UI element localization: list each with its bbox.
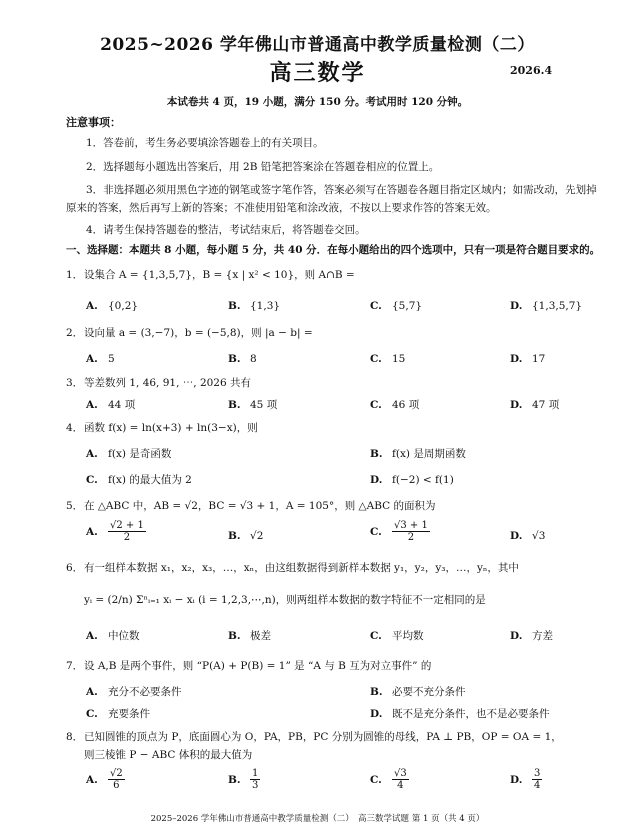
option-label: C.	[370, 353, 382, 365]
question-text: 设 A,B 是两个事件，则 “P(A) + P(B) = 1” 是 “A 与 B 互为对立事件” 的	[84, 660, 432, 672]
exam-title: 2025~2026 学年佛山市普通高中教学质量检测（二）	[100, 35, 535, 55]
option-a	[86, 351, 115, 367]
option-c	[370, 298, 422, 314]
note-item: 2．选择题每小题选出答案后，用 2B 铅笔把答案涂在答题卷相应的位置上。	[86, 161, 440, 173]
note-item: 3．非选择题必须用黑色字迹的钢笔或签字笔作答，答案必须写在答题卷各题目指定区域内；如需改动，先划掉原来的答案，然后再写上新的答案；不准使用铅笔和涂改液，不按以上要求作答的答案无效。	[66, 184, 597, 214]
option-label: C.	[370, 525, 382, 538]
option-c	[370, 628, 424, 644]
numerator: √2 + 1	[110, 520, 144, 531]
option-a	[86, 446, 171, 462]
fraction	[108, 520, 146, 543]
option-label: A.	[86, 353, 98, 365]
option-c	[370, 768, 409, 791]
option-label: D.	[370, 708, 383, 720]
question-3	[66, 375, 611, 391]
option-label: B.	[228, 300, 241, 312]
question-number: 6．	[66, 562, 84, 574]
option-text: √3	[532, 530, 546, 542]
option-text: 46 项	[392, 399, 420, 411]
option-text: 方差	[532, 630, 553, 642]
option-text: {1,3}	[250, 300, 281, 312]
option-text: √2	[250, 530, 264, 542]
option-label: B.	[228, 630, 241, 642]
question-number: 2．	[66, 327, 84, 339]
option-d	[510, 351, 545, 367]
question-number: 1．	[66, 269, 84, 281]
denominator: 2	[407, 532, 415, 543]
question-6	[66, 560, 611, 576]
question-text: 设向量 a = (3,−7)，b = (−5,8)，则 |a − b| =	[84, 327, 313, 339]
fraction	[392, 520, 430, 543]
option-text: 既不是充分条件，也不是必要条件	[392, 708, 550, 720]
fraction	[392, 768, 409, 791]
option-label: A.	[86, 525, 98, 538]
exam-date: 2026.4	[510, 64, 553, 77]
question-number: 8．	[66, 731, 84, 743]
option-a	[86, 684, 182, 700]
numerator: √3	[394, 768, 407, 779]
question-number: 5．	[66, 500, 84, 512]
option-text: 15	[392, 353, 406, 365]
numerator: √3 + 1	[394, 520, 428, 531]
page-footer: 2025–2026 学年佛山市普通高中教学质量检测（二） 高三数学试题 第 1 页（共 4 页）	[150, 814, 485, 824]
option-text: 充要条件	[108, 708, 150, 720]
section-heading: 一、选择题：本题共 8 小题，每小题 5 分，共 40 分．在每小题给出的四个选项中，只有一项是符合题目要求的。	[66, 244, 601, 256]
fraction	[532, 768, 542, 791]
question-4	[66, 420, 611, 436]
option-label: A.	[86, 448, 98, 460]
option-d	[510, 528, 545, 544]
option-text: 中位数	[108, 630, 140, 642]
option-a	[86, 397, 135, 413]
option-text: 5	[108, 353, 115, 365]
question-1	[66, 267, 611, 283]
option-label: A.	[86, 300, 98, 312]
option-label: D.	[510, 773, 523, 786]
option-b	[228, 528, 263, 544]
option-label: D.	[510, 630, 523, 642]
option-label: A.	[86, 686, 98, 698]
option-c	[86, 706, 150, 722]
question-2	[66, 325, 611, 341]
option-d	[510, 397, 559, 413]
option-label: A.	[86, 773, 98, 786]
option-b	[228, 351, 257, 367]
option-c	[370, 520, 430, 543]
option-text: f(x) 是奇函数	[108, 448, 172, 460]
question-6-formula: yᵢ = (2/n) Σⁿᵢ₌₁ xᵢ − xᵢ (i = 1,2,3,⋯,n)，则两组样本数据的数字特征不一定相同的是	[84, 594, 486, 606]
question-text: 等差数列 1, 46, 91, ⋯, 2026 共有	[84, 377, 251, 389]
option-b	[228, 628, 271, 644]
option-b	[228, 768, 260, 791]
option-label: C.	[370, 630, 382, 642]
option-label: B.	[228, 773, 241, 786]
option-text: 45 项	[250, 399, 278, 411]
option-label: D.	[370, 474, 383, 486]
option-text: 47 项	[532, 399, 560, 411]
fraction	[108, 768, 125, 791]
option-label: D.	[510, 353, 523, 365]
option-label: D.	[510, 530, 523, 542]
question-8	[66, 729, 611, 745]
option-label: C.	[86, 708, 98, 720]
question-text: 设集合 A = {1,3,5,7}，B = {x | x² < 10}，则 A∩B =	[84, 269, 355, 281]
option-text: {1,3,5,7}	[532, 300, 583, 312]
denominator: 6	[113, 780, 120, 791]
option-label: C.	[86, 474, 98, 486]
option-label: B.	[228, 399, 241, 411]
option-label: C.	[370, 399, 382, 411]
question-5	[66, 498, 611, 514]
denominator: 4	[397, 780, 404, 791]
question-number: 4．	[66, 422, 84, 434]
option-c	[370, 351, 405, 367]
option-d	[370, 706, 550, 722]
denominator: 4	[534, 780, 541, 791]
option-text: 极差	[250, 630, 271, 642]
option-label: B.	[228, 353, 241, 365]
option-text: f(−2) < f(1)	[392, 474, 454, 486]
option-text: 必要不充分条件	[392, 686, 466, 698]
note-item: 4．请考生保持答题卷的整洁，考试结束后，将答题卷交回。	[86, 224, 366, 236]
option-text: {0,2}	[108, 300, 139, 312]
option-b	[370, 446, 466, 462]
option-c	[86, 472, 192, 488]
option-text: {5,7}	[392, 300, 423, 312]
option-label: C.	[370, 773, 382, 786]
denominator: 2	[123, 532, 131, 543]
numerator: 1	[252, 768, 259, 779]
question-8-cont: 则三棱锥 P − ABC 体积的最大值为	[84, 749, 253, 761]
option-b	[370, 684, 466, 700]
option-c	[370, 397, 419, 413]
exam-info: 本试卷共 4 页，19 小题，满分 150 分。考试用时 120 分钟。	[166, 96, 469, 108]
option-label: B.	[370, 686, 383, 698]
option-text: f(x) 是周期函数	[392, 448, 466, 460]
option-label: D.	[510, 300, 523, 312]
option-text: 17	[532, 353, 546, 365]
option-text: 充分不必要条件	[108, 686, 182, 698]
option-a	[86, 628, 140, 644]
option-label: B.	[228, 530, 241, 542]
question-text: 有一组样本数据 x₁，x₂，x₃，…，xₙ，由这组数据得到新样本数据 y₁，y₂，y₃，…，yₙ，其中	[84, 562, 519, 574]
note-item: 1．答卷前，考生务必要填涂答题卷上的有关项目。	[86, 137, 324, 149]
option-label: C.	[370, 300, 382, 312]
option-label: B.	[370, 448, 383, 460]
question-text: 在 △ABC 中，AB = √2，BC = √3 + 1，A = 105°，则 △ABC 的面积为	[84, 500, 436, 512]
option-d	[510, 298, 582, 314]
option-d	[510, 628, 553, 644]
fraction	[250, 768, 260, 791]
option-d	[370, 472, 454, 488]
option-text: 8	[250, 353, 257, 365]
option-a	[86, 768, 125, 791]
question-text: 函数 f(x) = ln(x+3) + ln(3−x)，则	[84, 422, 258, 434]
option-a	[86, 520, 146, 543]
option-label: A.	[86, 630, 98, 642]
question-text: 已知圆锥的顶点为 P，底面圆心为 O，PA，PB，PC 分别为圆锥的母线，PA ⊥ PB，OP = OA = 1，	[84, 731, 562, 743]
numerator: 3	[534, 768, 541, 779]
option-text: 44 项	[108, 399, 136, 411]
option-b	[228, 298, 280, 314]
denominator: 3	[252, 780, 259, 791]
notes-title: 注意事项：	[66, 116, 121, 129]
numerator: √2	[110, 768, 123, 779]
option-b	[228, 397, 277, 413]
option-text: 平均数	[392, 630, 424, 642]
option-a	[86, 298, 138, 314]
option-d	[510, 768, 542, 791]
question-7	[66, 658, 611, 674]
option-label: A.	[86, 399, 98, 411]
option-text: f(x) 的最大值为 2	[108, 474, 192, 486]
question-number: 3．	[66, 377, 84, 389]
option-label: D.	[510, 399, 523, 411]
exam-subject: 高三数学	[269, 60, 366, 86]
question-number: 7．	[66, 660, 84, 672]
